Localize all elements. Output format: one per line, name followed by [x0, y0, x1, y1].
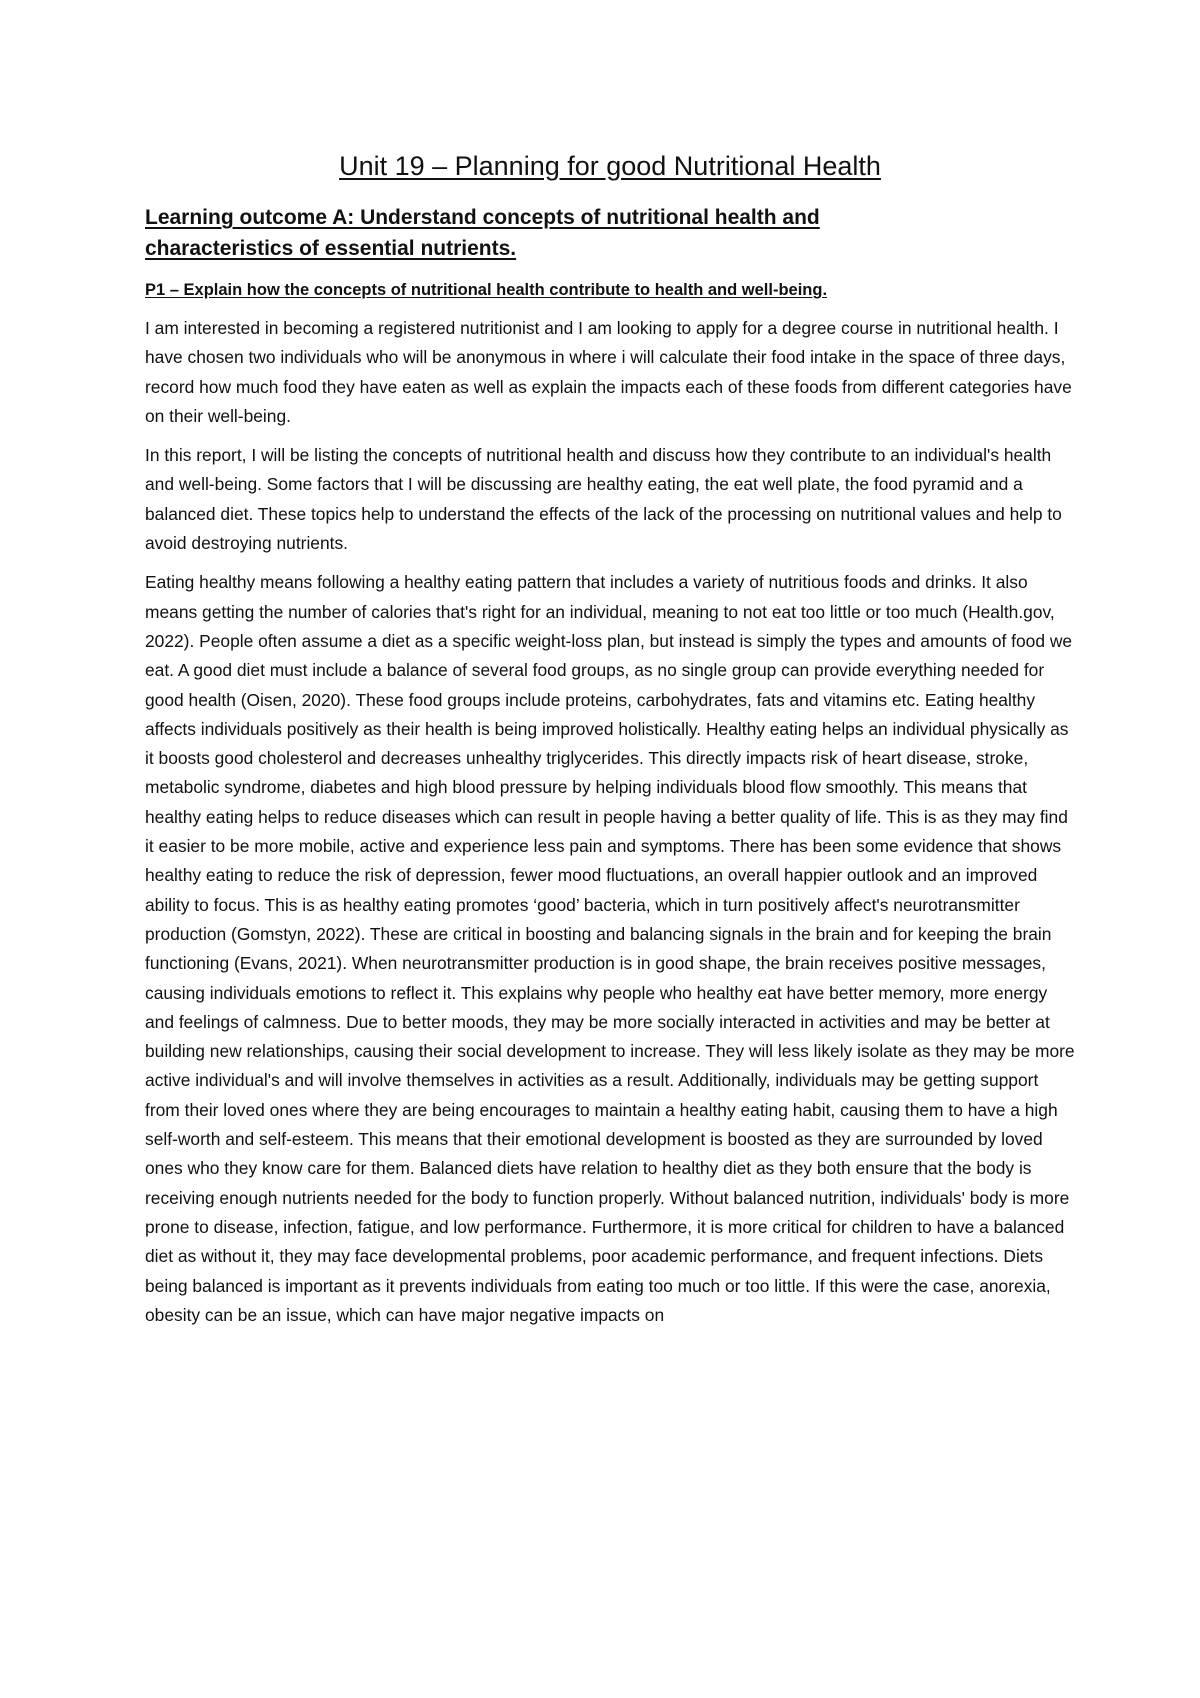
- intro-paragraph: I am interested in becoming a registered nutritionist and I am looking to apply for a degree course in nutritional health. I have chosen two individuals who will be anonymous in where i will calculate their food intake in the space of three days, record how much food they have eaten as well as explain the impacts each of these foods from different categories have on their well-being.: [145, 318, 1072, 426]
- document-title: Unit 19 – Planning for good Nutritional Health: [339, 151, 881, 181]
- document-body: [145, 148, 1075, 1340]
- healthy-eating-paragraph: Eating healthy means following a healthy eating pattern that includes a variety of nutritious foods and drinks. It also means getting the number of calories that's right for an individual, meaning to not eat too little or too much (Health.gov, 2022). People often assume a diet as a specific weight-loss plan, but instead is simply the types and amounts of food we eat. A good diet must include a balance of several food groups, as no single group can provide everything needed for good health (Oisen, 2020). These food groups include proteins, carbohydrates, fats and vitamins etc. Eating healthy affects individuals positively as their health is being improved holistically. Healthy eating helps an individual physically as it boosts good cholesterol and decreases unhealthy triglycerides. This directly impacts risk of heart disease, stroke, metabolic syndrome, diabetes and high blood pressure by helping individuals blood flow smoothly. This means that healthy eating helps to reduce diseases which can result in people having a better quality of life. This is as they may find it easier to be more mobile, active and experience less pain and symptoms. There has been some evidence that shows healthy eating to reduce the risk of depression, fewer mood fluctuations, an overall happier outlook and an improved ability to focus. This is as healthy eating promotes ‘good’ bacteria, which in turn positively affect's neurotransmitter production (Gomstyn, 2022). These are critical in boosting and balancing signals in the brain and for keeping the brain functioning (Evans, 2021). When neurotransmitter production is in good shape, the brain receives positive messages, causing individuals emotions to reflect it. This explains why people who healthy eat have better memory, more energy and feelings of calmness. Due to better moods, they may be more socially interacted in activities and may be better at building new relationships, causing their social development to increase. They will less likely isolate as they may be more active individual's and will involve themselves in activities as a result. Additionally, individuals may be getting support from their loved ones where they are being encourages to maintain a healthy eating habit, causing them to have a high self-worth and self-esteem. This means that their emotional development is boosted as they are surrounded by loved ones who they know care for them. Balanced diets have relation to healthy diet as they both ensure that the body is receiving enough nutrients needed for the body to function properly. Without balanced nutrition, individuals' body is more prone to disease, infection, fatigue, and low performance. Furthermore, it is more critical for children to have a balanced diet as without it, they may face developmental problems, poor academic performance, and frequent infections. Diets being balanced is important as it prevents individuals from eating too much or too little. If this were the case, anorexia, obesity can be an issue, which can have major negative impacts on: [145, 572, 1075, 1325]
- learning-outcome-heading: Learning outcome A: Understand concepts of nutritional health and characteristics of essential nutrients.: [145, 206, 820, 260]
- report-overview-paragraph: In this report, I will be listing the concepts of nutritional health and discuss how they contribute to an individual's health and well-being. Some factors that I will be discussing are healthy eating, the eat well plate, the food pyramid and a balanced diet. These topics help to understand the effects of the lack of the processing on nutritional values and help to avoid destroying nutrients.: [145, 445, 1062, 554]
- criterion-heading: P1 – Explain how the concepts of nutritional health contribute to health and well-being.: [145, 281, 828, 299]
